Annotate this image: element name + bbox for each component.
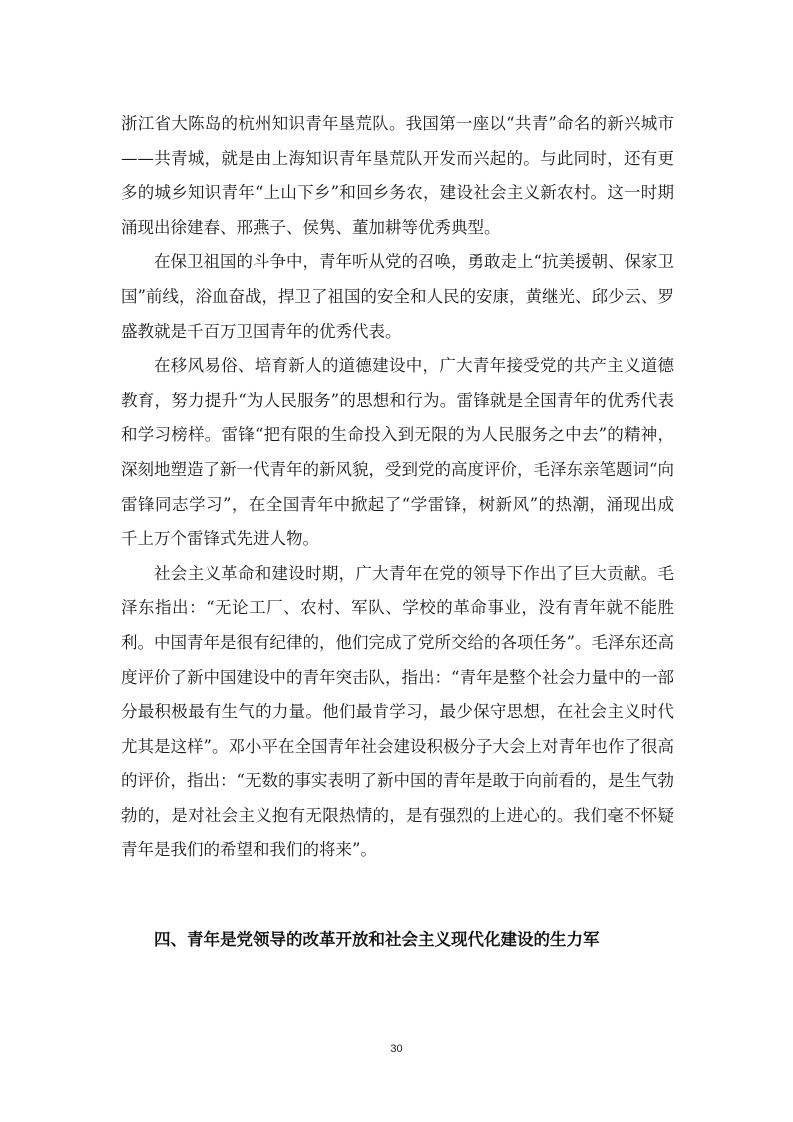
paragraph-1: 浙江省大陈岛的杭州知识青年垦荒队。我国第一座以“共青”命名的新兴城市——共青城，就是由上海知识青年垦荒队开发而兴起的。与此同时，还有更多的城乡知识青年“上山下乡”和回乡务农，建设社会主义新农村。这一时期涌现出徐建春、邢燕子、侯隽、董加耕等优秀典型。 (121, 114, 674, 237)
paragraph-3: 在移风易俗、培育新人的道德建设中，广大青年接受党的共产主义道德教育，努力提升“为人民服务”的思想和行为。雷锋就是全国青年的优秀代表和学习榜样。雷锋“把有限的生命投入到无限的为人民服务之中去”的精神，深刻地塑造了新一代青年的新风貌，受到党的高度评价，毛泽东亲笔题词“向雷锋同志学习”，在全国青年中掀起了“学雷锋，树新风”的热潮，涌现出成千上万个雷锋式先进人物。 (121, 356, 674, 549)
body-text (121, 107, 674, 868)
section-heading: 四、青年是党领导的改革开放和社会主义现代化建设的生力军 (154, 930, 600, 949)
page-number: 30 (390, 1043, 403, 1055)
paragraph-2: 在保卫祖国的斗争中，青年听从党的召唤，勇敢走上“抗美援朝、保家卫国”前线，浴血奋战，捍卫了祖国的安全和人民的安康，黄继光、邱少云、罗盛教就是千百万卫国青年的优秀代表。 (121, 252, 674, 341)
paragraph-4: 社会主义革命和建设时期，广大青年在党的领导下作出了巨大贡献。毛泽东指出：“无论工厂、农村、军队、学校的革命事业，没有青年就不能胜利。中国青年是很有纪律的，他们完成了党所交给的各项任务”。毛泽东还高度评价了新中国建设中的青年突击队，指出：“青年是整个社会力量中的一部分最积极最有生气的力量。他们最肯学习，最少保守思想，在社会主义时代尤其是这样”。邓小平在全国青年社会建设积极分子大会上对青年也作了很高的评价，指出：“无数的事实表明了新中国的青年是敢于向前看的，是生气勃勃的，是对社会主义抱有无限热情的，是有强烈的上进心的。我们毫不怀疑青年是我们的希望和我们的将来”。 (121, 563, 674, 860)
